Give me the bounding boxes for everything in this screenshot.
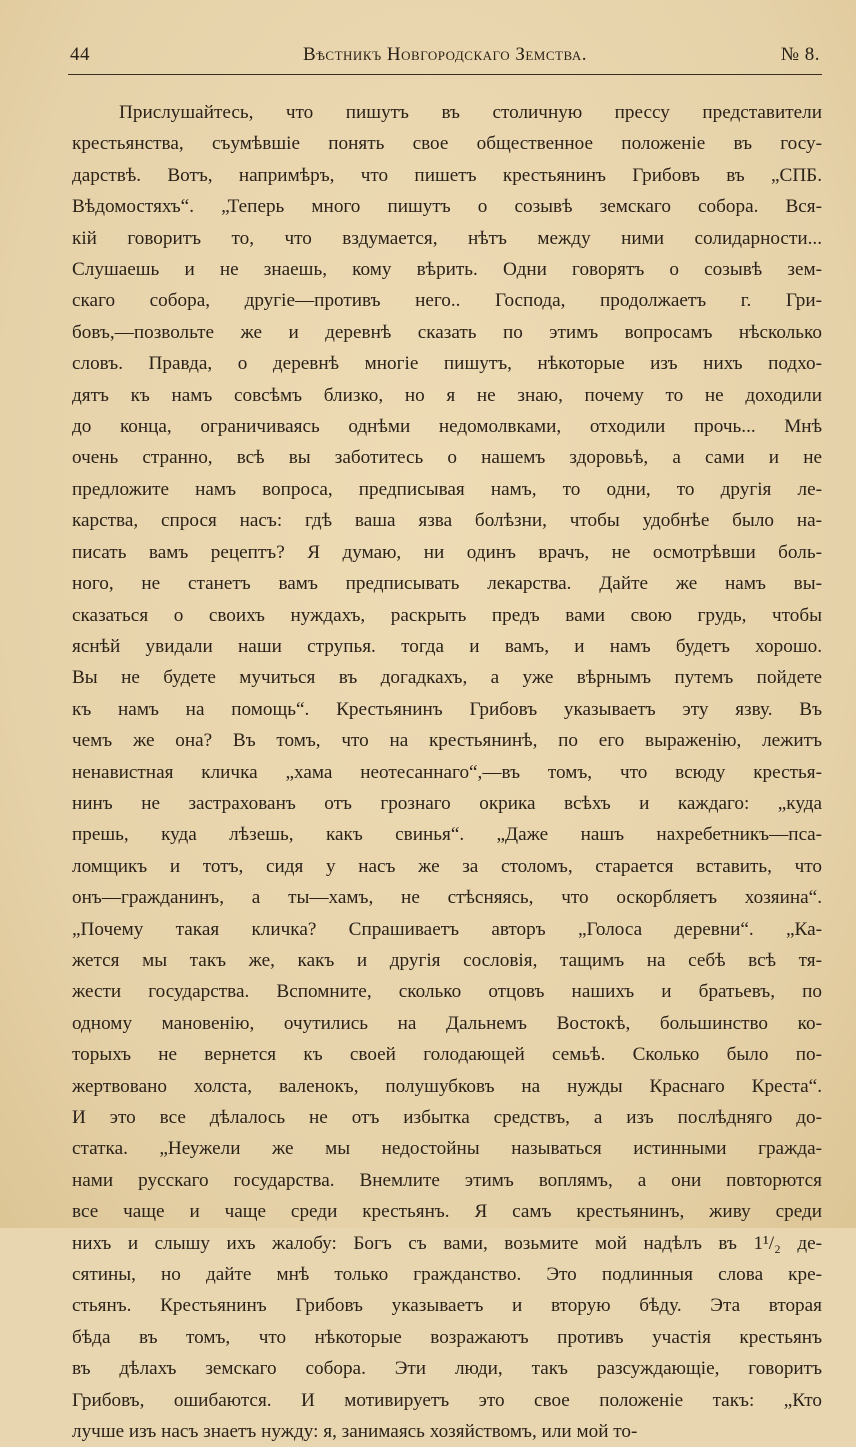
- text-line: писать вамъ рецептъ? Я думаю, ни одинъ врачъ, не осмотрѣвши боль-: [72, 541, 822, 563]
- text-line: очень странно, всѣ вы заботитесь о нашемъ здоровьѣ, а сами и не: [72, 447, 822, 469]
- issue-number: № 8.: [780, 44, 820, 65]
- text-line: лучше изъ насъ знаетъ нужду: я, занимаясь хозяйствомъ, или мой то-: [72, 1421, 638, 1443]
- text-line: къ намъ на помощь“. Крестьянинъ Грибовъ указываетъ эту язву. Въ: [72, 698, 822, 720]
- text-line: жется мы такъ же, какъ и другія сословія, тащимъ на себѣ всѣ тя-: [72, 949, 822, 971]
- text-line: нихъ и слышу ихъ жалобу: Богъ съ вами, возьмите мой надѣлъ въ 1¹/₂ де-: [72, 1232, 822, 1254]
- text-line: Слушаешь и не знаешь, кому вѣрить. Одни говорятъ о созывѣ зем-: [72, 259, 822, 281]
- text-line: сказаться о своихъ нуждахъ, раскрыть предъ вами свою грудь, чтобы: [72, 604, 822, 626]
- text-line: Вы не будете мучиться въ догадкахъ, а уже вѣрнымъ путемъ пойдете: [72, 667, 822, 689]
- text-line: ломщикъ и тотъ, сидя у насъ же за столомъ, старается вставить, что: [72, 855, 822, 877]
- text-line: дарствѣ. Вотъ, напримѣръ, что пишетъ крестьянинъ Грибовъ въ „СПБ.: [72, 164, 822, 186]
- text-line: въ дѣлахъ земскаго собора. Эти люди, такъ разсуждающіе, говоритъ: [72, 1358, 822, 1380]
- text-line: бѣда въ томъ, что нѣкоторые возражаютъ противъ участія крестьянъ: [72, 1326, 822, 1348]
- text-line: нами русскаго государства. Внемлите этимъ воплямъ, а они повторются: [72, 1169, 822, 1191]
- text-line: онъ—гражданинъ, а ты—хамъ, не стѣсняясь, что оскорбляетъ хозяина“.: [72, 887, 822, 909]
- text-line: жертвовано холста, валенокъ, полушубковъ на нужды Краснаго Креста“.: [72, 1075, 822, 1097]
- text-line: одному мановенію, очутились на Дальнемъ Востокѣ, большинство ко-: [72, 1012, 822, 1034]
- text-line: сятины, но дайте мнѣ только гражданство. Это подлинныя слова кре-: [72, 1264, 822, 1286]
- text-line: статка. „Неужели же мы недостойны называться истинными гражда-: [72, 1138, 822, 1160]
- text-line: карства, спрося насъ: гдѣ ваша язва болѣзни, чтобы удобнѣе было на-: [72, 510, 822, 532]
- text-line: торыхъ не вернется къ своей голодающей семьѣ. Сколько было по-: [72, 1044, 822, 1066]
- running-header: [70, 44, 820, 74]
- text-line: жести государства. Вспомните, сколько отцовъ нашихъ и братьевъ, по: [72, 981, 822, 1003]
- text-line: Прислушайтесь, что пишутъ въ столичную прессу представители: [119, 102, 822, 123]
- article-body: [72, 97, 822, 1447]
- text-line: чемъ же она? Въ томъ, что на крестьянинѣ, по его выраженію, лежитъ: [72, 730, 822, 752]
- journal-title: Вѣстникъ Новгородскаго Земства.: [303, 44, 587, 65]
- text-line: скаго собора, другіе—противъ него.. Господа, продолжаетъ г. Гри-: [72, 290, 822, 312]
- text-line: крестьянства, съумѣвшіе понять свое общественное положеніе въ госу-: [72, 133, 822, 155]
- text-line: нинъ не застрахованъ отъ грознаго окрика всѣхъ и каждаго: „куда: [72, 792, 822, 814]
- text-line: кій говоритъ то, что вздумается, нѣтъ между ними солидарности...: [72, 227, 822, 249]
- text-line: словъ. Правда, о деревнѣ многіе пишутъ, нѣкоторые изъ нихъ подхо-: [72, 353, 822, 375]
- text-line: ненавистная кличка „хама неотесаннаго“,—въ томъ, что всюду крестья-: [72, 761, 822, 783]
- text-line: прешь, куда лѣзешь, какъ свинья“. „Даже нашъ нахребетникъ—псa-: [72, 824, 822, 846]
- page-number: 44: [70, 44, 90, 65]
- text-line: до конца, ограничиваясь однѣми недомолвками, отходили прочь... Мнѣ: [72, 416, 822, 438]
- text-line: И это все дѣлалось не отъ избытка средствъ, а изъ послѣдняго до-: [72, 1107, 822, 1128]
- text-line: яснѣй увидали наши струпья. тогда и вамъ, и намъ будетъ хорошо.: [72, 635, 822, 657]
- text-line: стьянъ. Крестьянинъ Грибовъ указываетъ и вторую бѣду. Эта вторая: [72, 1295, 822, 1317]
- header-rule: [68, 74, 822, 75]
- text-line: Вѣдомостяхъ“. „Теперь много пишутъ о созывѣ земскаго собора. Вся-: [72, 196, 822, 218]
- text-line: предложите намъ вопроса, предписывая намъ, то одни, то другія ле-: [72, 478, 822, 500]
- text-line: ного, не станетъ вамъ предписывать лекарства. Дайте же намъ вы-: [72, 573, 822, 595]
- text-line: бовъ,—позвольте же и деревнѣ сказать по этимъ вопросамъ нѣсколько: [72, 321, 822, 343]
- text-line: все чаще и чаще среди крестьянъ. Я самъ крестьянинъ, живу среди: [72, 1201, 822, 1223]
- text-line: „Почему такая кличка? Спрашиваетъ авторъ „Голоса деревни“. „Ка-: [72, 918, 822, 940]
- text-line: дятъ къ намъ совсѣмъ близко, но я не знаю, почему то не доходили: [72, 384, 822, 406]
- text-line: Грибовъ, ошибаются. И мотивируетъ это свое положеніе такъ: „Кто: [72, 1389, 822, 1411]
